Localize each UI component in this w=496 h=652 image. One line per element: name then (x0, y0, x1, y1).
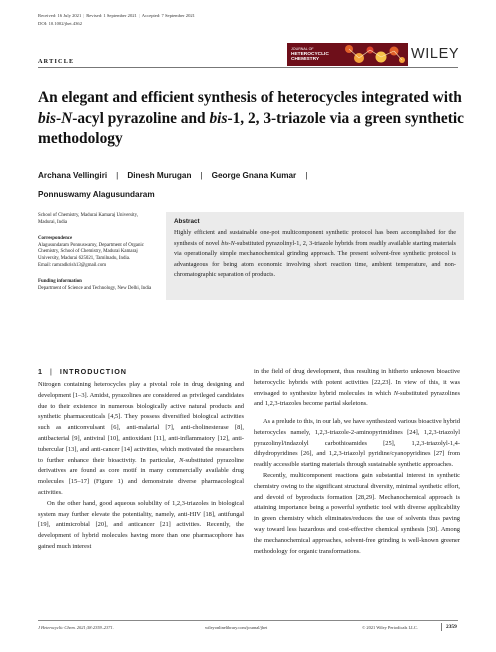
article-title (38, 88, 466, 150)
revised-date: Revised: 1 September 2021 (86, 13, 137, 18)
paragraph-italic: N (179, 456, 184, 464)
funding-heading: Funding information (38, 279, 82, 285)
title-italic: bis (209, 109, 228, 127)
section-number: 1 (38, 367, 43, 376)
title-text: -acyl pyrazoline and (72, 109, 210, 127)
title-italic: N (61, 109, 73, 127)
journal-banner[interactable] (287, 43, 408, 66)
received-date: Received: 16 July 2021 (38, 13, 82, 18)
footer-separator (441, 623, 442, 631)
author-separator: | (116, 171, 119, 180)
affiliation: School of Chemistry, Madurai Kamaraj University, Madurai, India (38, 213, 139, 225)
correspondence-email[interactable]: Email: ramradkrish13@gmail.com (38, 262, 107, 268)
paragraph-segment: Nitrogen containing heterocycles play a pivotal role in drug designing and development [1–3]. Amidst, pyrazolines are considered as privileged candidates due to their existence in numerous biologically active natural products and synthetic pharmaceuticals [4,5]. They possess diversified biological activities such as anticonvulsant [6], anti-malarial [7], anti-cholinesterase [8], antibacterial [9], antiviral [10], antioxidant [11], anti-inflammatory [12], anti-tubercular [13], and anti-cancer [14] activities, which motivated the researchers to further enhance their bioactivity. In particular, (38, 381, 244, 464)
paragraph-segment: -substituted pyrazoline derivatives are found as core motif in many commercially available drug molecules [15–17] (Figure 1) and demonstrate diverse pharmacological activities. (38, 456, 244, 496)
journal-reference: J Heterocyclic Chem. 2021;58:2359–2371. (38, 625, 114, 630)
body-column-right (254, 367, 460, 410)
correspondence-address: Alagusundaram Ponnuswamy, Department of Organic Chemistry, School of Chemistry, Madurai Kamaraj University, Madurai 625021, Tamilnadu, India. (38, 242, 144, 261)
paragraph (254, 367, 460, 410)
author-name[interactable]: Archana Vellingiri (38, 171, 108, 180)
header-divider (38, 67, 458, 68)
author-name[interactable]: Ponnuswamy Alagusundaram (38, 190, 155, 199)
funding-block (38, 279, 156, 292)
author-name[interactable]: Dinesh Murugan (127, 171, 192, 180)
molecule-art-icon (339, 43, 408, 66)
body-column-right-continued (254, 417, 460, 557)
page-number: 2359 (446, 624, 457, 630)
article-type-label: ARTICLE (38, 58, 75, 65)
abstract-italic: N (230, 239, 235, 247)
section-title: INTRODUCTION (59, 367, 127, 376)
abstract-segment: -substituted pyrazolinyl-1, 2, 3-triazole hybrids from readily available starting materials via operationally simple mechanochemical grinding approach. The present solvent-free synthetic protocol is advantageous for being atom economic involving short reaction time, ambient temperature, and non-chromatographic separation of products. (174, 239, 456, 279)
correspondence-heading: Correspondence (38, 236, 73, 242)
journal-banner-line3: CHEMISTRY (291, 57, 320, 63)
paragraph (38, 380, 244, 499)
author-list (38, 166, 468, 204)
doi[interactable]: DOI: 10.1002/jhet.4362 (38, 21, 83, 26)
body-column-left (38, 380, 244, 553)
abstract-heading: Abstract (174, 218, 200, 225)
publisher-logo[interactable]: WILEY (411, 46, 460, 62)
title-text: -1, 2, 3-triazole via a green synthetic methodology (38, 109, 464, 147)
abstract-segment: - (228, 239, 231, 247)
author-name[interactable]: George Gnana Kumar (211, 171, 297, 180)
journal-banner-text (291, 47, 329, 63)
journal-banner-line2: HETEROCYCLIC (291, 52, 329, 58)
author-separator: | (200, 171, 203, 180)
title-italic: bis (38, 109, 56, 127)
journal-banner-line1: JOURNAL OF (291, 47, 314, 51)
paragraph-segment: -substituted pyrazolines and 1,2,3-triazoles become partial skeletons. (254, 389, 460, 408)
abstract-text (174, 228, 456, 281)
paragraph-segment: in the field of drug development, thus resulting in hitherto unknown bioactive heterocyclic hybrids with potent activities [22,23]. In view of this, it was envisaged to synthesize hybrid molecules in which (254, 368, 460, 397)
section-heading (38, 367, 127, 376)
author-separator: | (305, 171, 308, 180)
footer-divider (38, 620, 458, 621)
affiliation-column (38, 213, 156, 302)
paragraph: On the other hand, good aqueous solubility of 1,2,3-triazoles in biological system may further elevate the potentiality, namely, anti-HIV [18], antifungal [19], antimicrobial [20], and anticancer [21] activities. Recently, the development of hybrid molecules having more than one pharmacophore has gained much interest (38, 499, 244, 550)
article-dates: Received: 16 July 2021 | Revised: 1 September 2021 | Accepted: 7 September 2021 (38, 13, 195, 18)
title-text: An elegant and efficient synthesis of heterocycles integrated with (38, 89, 462, 106)
journal-url[interactable]: wileyonlinelibrary.com/journal/jhet (205, 625, 268, 630)
abstract-segment: Highly efficient and sustainable one-pot multicomponent synthetic protocol has been accomplished for the synthesis of novel (174, 229, 456, 247)
correspondence-block (38, 236, 156, 269)
abstract-italic: bis (221, 239, 229, 247)
accepted-date: Accepted: 7 September 2021 (141, 13, 195, 18)
title-text: - (55, 109, 62, 127)
paragraph: As a prelude to this, in our lab, we have synthesized various bioactive hybrid heterocycles namely, 1,2,3-triazole-2-aminopyrimidines [24], 1,2,3-triazolyl pyrazolinyl/indazolyl carbothioamides [25], 1,2,3-triazolyl-1,4-dihydropyridines [26], and 1,2,3-triazolyl pyridine/cyanopyridines [27] from readily accessible starting materials through sustainable synthetic approaches. (254, 418, 460, 469)
copyright: © 2021 Wiley Periodicals LLC. (362, 625, 418, 630)
section-separator: | (50, 367, 53, 376)
paragraph-italic: N (393, 389, 398, 397)
funding-text: Department of Science and Technology, New Delhi, India (38, 285, 152, 291)
paragraph: Recently, multicomponent reactions gain substantial interest in synthetic chemistry owing to the significant structural diversity, minimal synthetic effort, and devoid of byproducts formation [28,29]. Mechanochemical approach is attaining importance being a powerful synthetic tool with diverse applicability in green chemistry which eliminates/reduces the use of solvents thus paving way toward less hazardous and cost-effective chemical synthesis [30]. Among the mechanochemical approaches, solvent-free grinding is well-known greener methodology for organic transformations. (254, 471, 460, 555)
